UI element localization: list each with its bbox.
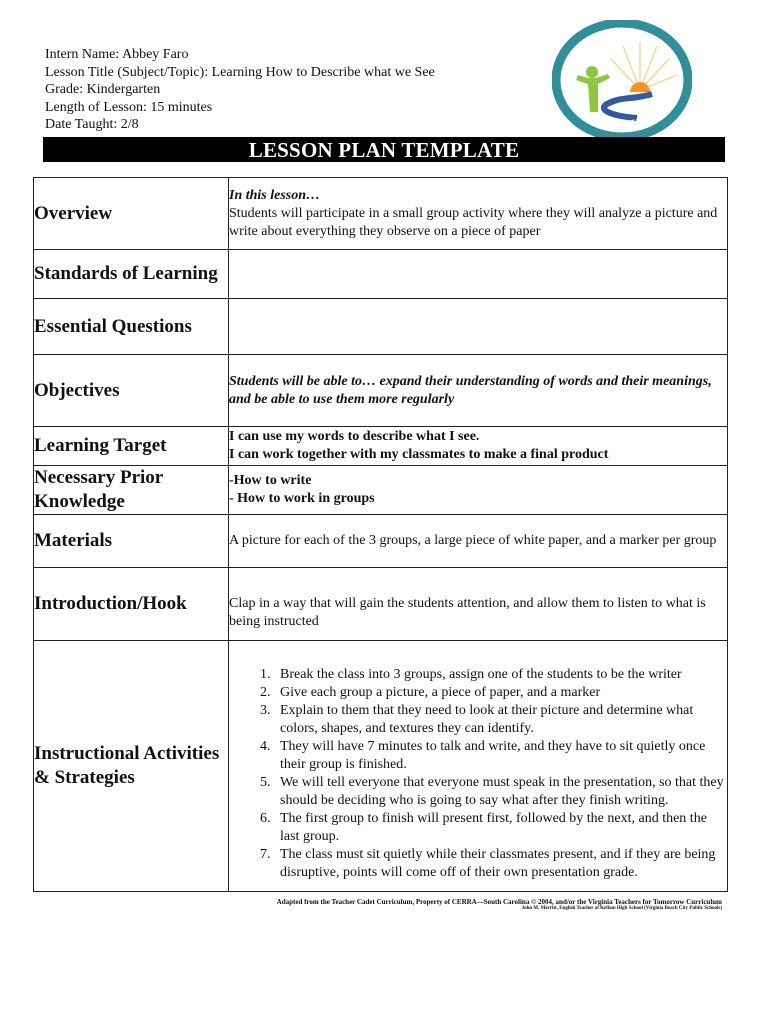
overview-label: Overview <box>34 178 229 250</box>
standards-content <box>229 250 728 299</box>
materials-text: A picture for each of the 3 groups, a large piece of white paper, and a marker per group <box>229 533 717 548</box>
lesson-title: Lesson Title (Subject/Topic): Learning How to Describe what we See <box>45 64 435 80</box>
intern-name: Intern Name: Abbey Faro <box>45 47 189 62</box>
activity-steps-list <box>229 666 727 882</box>
activity-step: 4. They will have 7 minutes to talk and write, and they have to sit quietly once their group is finished. <box>274 738 727 774</box>
introduction-hook-text: Clap in a way that will gain the students attention, and allow them to listen to what is being instructed <box>229 596 706 629</box>
essential-questions-content <box>229 299 728 355</box>
introduction-hook-label: Introduction/Hook <box>34 568 229 641</box>
date-taught: Date Taught: 2/8 <box>45 117 139 133</box>
learning-target-line-1: I can use my words to describe what I see. <box>229 429 480 444</box>
footer-author: John M. Merritt, English Teacher at Kellam High School (Virginia Beach City Public Schools) <box>521 906 722 911</box>
row-learning-target <box>34 427 728 466</box>
activity-step: 6. The first group to finish will present first, followed by the next, and then the last group. <box>274 810 727 846</box>
learning-target-label: Learning Target <box>34 427 229 466</box>
prior-knowledge-line-1: -How to write <box>229 473 312 488</box>
sun-icon <box>630 82 650 92</box>
logo-bottom-text: VIRGINIA <box>602 116 642 129</box>
lesson-plan-table <box>33 177 728 892</box>
instructional-activities-label: Instructional Activities & Strategies <box>34 641 229 892</box>
overview-intro: In this lesson… <box>229 187 321 203</box>
footer-attribution: Adapted from the Teacher Cadet Curriculum, Property of CERRA—South Carolina © 2004, and/or the Virginia Teachers for Tomorrow Curriculum <box>276 898 722 906</box>
row-essential-questions <box>34 299 728 355</box>
learning-target-line-2: I can work together with my classmates to make a final product <box>229 447 609 462</box>
grade: Grade: Kindergarten <box>45 82 161 98</box>
row-introduction-hook <box>34 568 728 641</box>
objectives-label: Objectives <box>34 355 229 427</box>
lesson-plan-title: LESSON PLAN TEMPLATE <box>43 137 725 162</box>
row-overview <box>34 178 728 250</box>
teachers-for-tomorrow-logo <box>552 20 692 140</box>
activity-step: 5. We will tell everyone that everyone must speak in the presentation, so that they should be deciding who is going to say what after they finish writing. <box>274 774 727 810</box>
activity-step: 7. The class must sit quietly while their classmates present, and if they are being disruptive, points will come off of their own presentation grade. <box>274 846 727 882</box>
row-materials <box>34 515 728 568</box>
prior-knowledge-label: Necessary Prior Knowledge <box>34 466 229 515</box>
row-instructional-activities <box>34 641 728 892</box>
activity-step: 2. Give each group a picture, a piece of paper, and a marker <box>274 684 727 702</box>
essential-questions-label: Essential Questions <box>34 299 229 355</box>
objectives-text: Students will be able to… expand their understanding of words and their meanings, and be able to use them more regularly <box>229 373 712 407</box>
overview-text: Students will participate in a small group activity where they will analyze a picture and write about everything they observe on a piece of paper <box>229 205 718 239</box>
lesson-length: Length of Lesson: 15 minutes <box>45 99 213 115</box>
row-standards <box>34 250 728 299</box>
prior-knowledge-line-2: - How to work in groups <box>229 491 375 506</box>
lesson-header <box>45 46 435 134</box>
row-prior-knowledge <box>34 466 728 515</box>
river-icon <box>604 94 652 118</box>
activity-step: 1. Break the class into 3 groups, assign one of the students to be the writer <box>274 666 727 684</box>
materials-label: Materials <box>34 515 229 568</box>
standards-label: Standards of Learning <box>34 250 229 299</box>
activity-step: 3. Explain to them that they need to look at their picture and determine what colors, shapes, and textures they can identify. <box>274 702 727 738</box>
row-objectives <box>34 355 728 427</box>
logo-arc-text: Teachers for Tomorrow <box>574 25 670 55</box>
